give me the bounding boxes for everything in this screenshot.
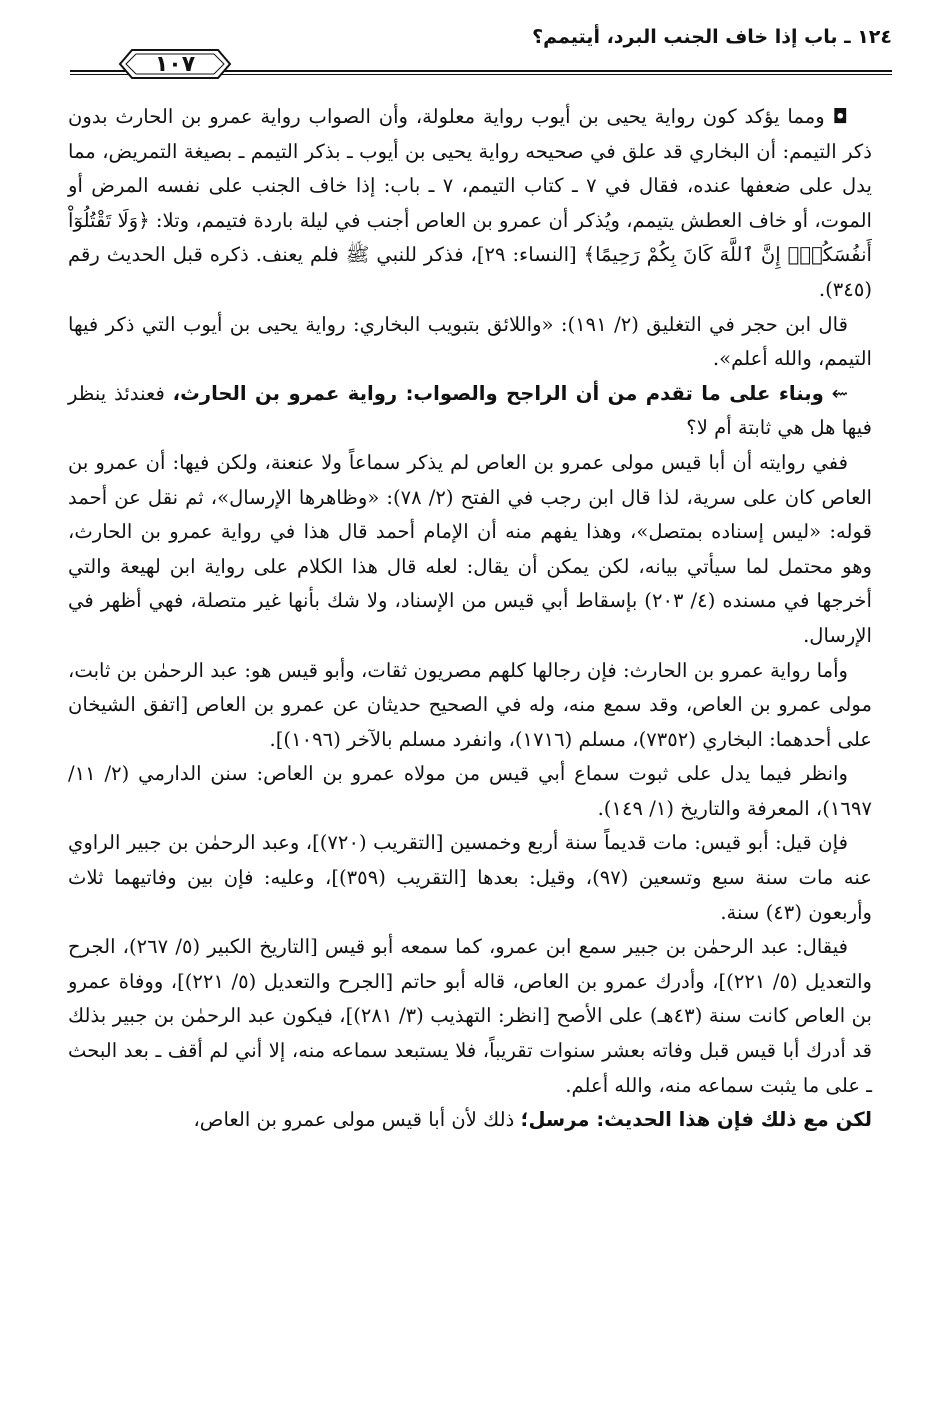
paragraph [68,377,872,446]
paragraph [68,826,872,930]
page-header [70,10,892,77]
paragraph-text: فيقال: عبد الرحمٰن بن جبير سمع ابن عمرو، كما سمعه أبو قيس [التاريخ الكبير (٥/ ٢٦٧)، الجرح والتعديل (٥/ ٢٢١)]، وأدرك عمرو بن العاص، قاله أبو حاتم [الجرح والتعديل (٥/ ٢٢١)]، ووفاة عمرو بن العاص كانت سنة (٤٣هـ) على الأصح [انظر: التهذيب (٣/ ٢٨١)]، فيكون عبد الرحمٰن بن جبير بذلك قد أدرك أبا قيس قبل وفاته بعشر سنوات تقريباً، فلا يستبعد سماعه منه، إلا أني لم أقف ـ بعد البحث ـ على ما يثبت سماعه منه، والله أعلم. [68,935,872,1097]
paragraph [68,930,872,1103]
page-number: ١٠٧ [154,52,196,77]
paragraph-text: فعندئذ ينظر فيها هل هي ثابتة أم لا؟ [68,381,872,440]
page-number-frame [110,44,240,84]
paragraph-text: ذلك لأن أبا قيس مولى عمرو بن العاص، [193,1108,521,1132]
paragraph-text: ففي روايته أن أبا قيس مولى عمرو بن العاص لم يذكر سماعاً ولا عنعنة، ولكن فيها: أن عمرو بن العاص كان على سرية، لذا قال ابن رجب في الفتح (٢/ ٧٨): «وظاهرها الإرسال»، ثم نقل عن أحمد قوله: «ليس إسناده بمتصل»، وهذا يفهم منه أن الإمام أحمد قال هذا في رواية عمرو بن الحارث، وهو محتمل لما سيأتي بيانه، لكن يمكن أن يقال: لعله قال هذا الكلام على رواية ابن لهيعة والتي أخرجها في مسنده (٤/ ٢٠٣) بإسقاط أبي قيس من الإسناد، ولا شك بأنها غير متصلة، فهي أظهر في الإرسال. [68,450,872,647]
arrow-bullet-icon: ⇜ [831,381,848,405]
chapter-title: ١٢٤ ـ باب إذا خاف الجنب البرد، أيتيمم؟ [532,26,892,48]
bullet-icon: ◘ [832,105,849,128]
paragraph-text: وانظر فيما يدل على ثبوت سماع أبي قيس من مولاه عمرو بن العاص: سنن الدارمي (٢/ ١١/ ١٦٩٧)، المعرفة والتاريخ (١/ ١٤٩). [68,762,872,820]
paragraph-text: قال ابن حجر في التغليق (٢/ ١٩١): «واللائق بتبويب البخاري: رواية يحيى بن أيوب التي ذكر فيها التيمم، والله أعلم». [68,312,872,371]
body-text [68,100,872,1138]
paragraph [68,757,872,826]
paragraph [68,1103,872,1138]
paragraph [68,654,872,758]
paragraph-text: وأما رواية عمرو بن الحارث: فإن رجالها كلهم مصريون ثقات، وأبو قيس هو: عبد الرحمٰن بن ثابت، مولى عمرو بن العاص، وقد سمع منه، وله في الصحيح حديثان عن عمرو بن العاص [اتفق الشيخان على أحدهما: البخاري (٧٣٥٢)، مسلم (١٧١٦)، وانفرد مسلم بالآخر (١٠٩٦)]. [68,658,872,751]
paragraph-bold-lead: لكن مع ذلك فإن هذا الحديث: مرسل؛ [520,1108,872,1132]
paragraph-text: فإن قيل: أبو قيس: مات قديماً سنة أربع وخمسين [التقريب (٧٢٠)]، وعبد الرحمٰن بن جبير الراوي عنه مات سنة سبع وتسعين (٩٧)، وقيل: بعدها [التقريب (٣٥٩)]، وعليه: فإن بين وفاتيهما ثلاث وأربعون (٤٣) سنة. [68,831,872,924]
paragraph [68,446,872,654]
paragraph-bold-lead: وبناء على ما تقدم من أن الراجح والصواب: رواية عمرو بن الحارث، [172,381,824,405]
paragraph-text: ومما يؤكد كون رواية يحيى بن أيوب رواية معلولة، وأن الصواب رواية عمرو بن الحارث بدون ذكر التيمم: أن البخاري قد علق في صحيحه رواية يحيى بن أيوب ـ بذكر التيمم ـ بصيغة التمريض، مما يدل على ضعفها عنده، فقال في ٧ ـ كتاب التيمم، ٧ ـ باب: إذا خاف الجنب على نفسه المرض أو الموت، أو خاف العطش يتيمم، ويُذكر أن عمرو بن العاص أجنب في ليلة باردة فتيمم، وتلا: ﴿وَلَا تَقْتُلُوٓاْ أَنفُسَكُمْۚ إِنَّ ٱللَّهَ كَانَ بِكُمْ رَحِيمًا﴾ [النساء: ٢٩]، فذكر للنبي ﷺ فلم يعنف. ذكره قبل الحديث رقم (٣٤٥). [68,105,872,301]
paragraph [68,100,872,308]
paragraph [68,308,872,377]
